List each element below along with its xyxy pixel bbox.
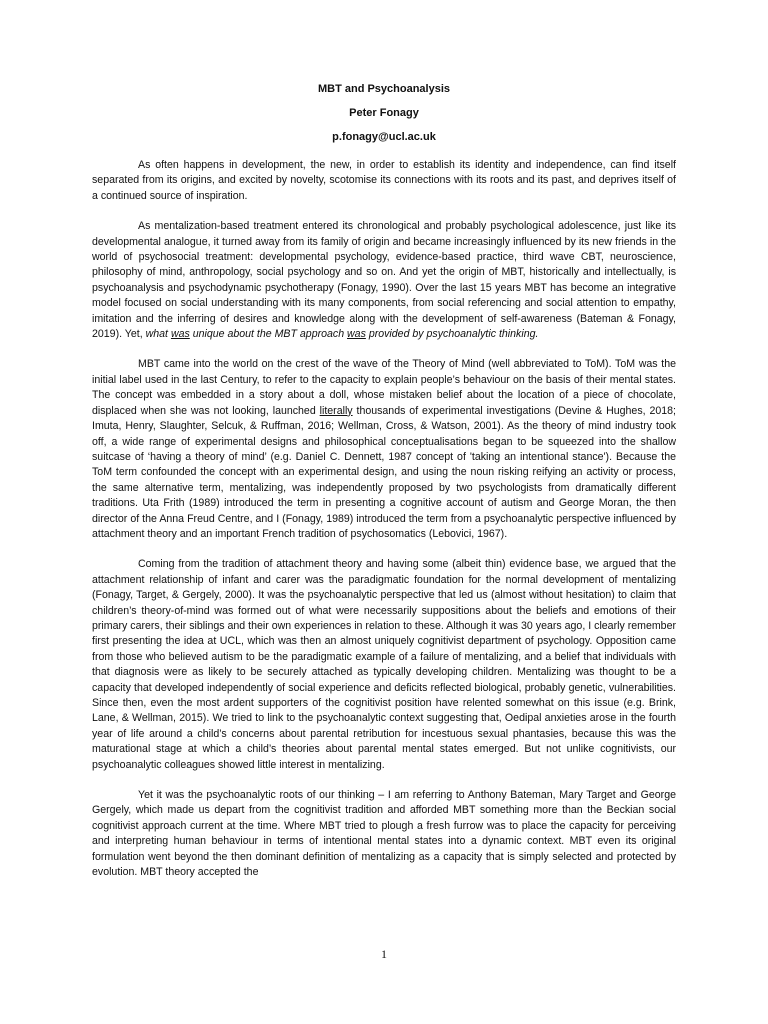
paragraph-2-italic-underlined-2: was [347,328,366,341]
paragraph-2-text: As mentalization-based treatment entered its chronological and probably psychological adolescence, just like its developmental analogue, it turned away from its family of origin and became increasingly influenced by its new friends in the world of psychosocial treatment: developmental psychology, evidence-based practice, third wave CBT, neuroscience, philosophy of mind, anthropology, social psychology and so on. And yet the origin of MBT, historically and intellectually, is psychoanalysis and psychodynamic psychotherapy (Fonagy, 1990). Over the last 15 years MBT has become an integrative model focused on social understanding with its many components, from social referencing and social attention to empathy, imitation and the inferring of desires and knowledge along with the development of self-awareness (Bateman & Fonagy, 2019). Yet, [92,220,676,341]
paragraph-2-italic-1: what [145,328,171,341]
author-email: p.fonagy@ucl.ac.uk [332,131,436,143]
paragraph-5-text: Yet it was the psychoanalytic roots of our thinking – I am referring to Anthony Bateman, Mary Target and George Gergely, which made us depart from the cognitivist tradition and afforded MBT something more than the Beckian social cognitivist approach current at the time. Where MBT tried to plough a fresh furrow was to place the capacity for perceiving and interpreting human behaviour in terms of intentional mental states into a dynamic context. MBT even its original formulation went beyond the then dominant definition of mentalizing as a capacity that is simply selected and protected by evolution. MBT theory accepted the [92,789,676,879]
paragraph-2 [92,219,676,342]
paragraph-2-italic-2: unique about the MBT approach [189,328,348,341]
paragraph-4-text: Coming from the tradition of attachment theory and having some (albeit thin) evidence base, we argued that the attachment relationship of infant and carer was the paradigmatic foundation for the normal development of mentalizing (Fonagy, Target, & Gergely, 2000). It was the psychoanalytic perspective that led us (almost without hesitation) to claim that children’s theory-of-mind was formed out of what were necessarily suppositions about the beliefs and emotions of their primary carers, their siblings and their own experiences in relation to these. Although it was 30 years ago, I clearly remember first presenting the idea at UCL, which was then an almost uniquely cognitivist department of psychology. Opposition came from those who believed autism to be the paradigmatic example of a failure of mentalizing, and a belief that individuals with that diagnosis were as likely to be securely attached as typically developing children. Mentalizing was thought to be a capacity that developed independently of social experience and deficits reflected biological, probably genetic, vulnerabilities. Since then, even the most ardent supporters of the cognitivist position have relented somewhat on this issue (e.g. Brink, Lane, & Wellman, 2015). We tried to link to the psychoanalytic context suggesting that, Oedipal anxieties arose in the fourth year of life around a child’s concerns about parental retribution for incestuous sexual phantasies, because this was the maturational stage at which a child’s theories about parental mental states emerged. But not unlike cognitivists, our psychoanalytic colleagues showed little interest in mentalizing. [92,558,676,771]
paragraph-2-italic-underlined-1: was [170,328,190,341]
paragraph-1-text: As often happens in development, the new, in order to establish its identity and independence, can find itself separated from its origins, and excited by novelty, scotomise its connections with its roots and its past, and deprives itself of a continued source of inspiration. [92,159,676,202]
page-number: 1 [381,947,387,961]
paragraph-3 [92,357,676,542]
author-name: Peter Fonagy [349,107,419,119]
paragraph-3-underlined: literally [319,404,353,417]
document-title: MBT and Psychoanalysis [317,83,451,95]
document-page [92,82,676,895]
paragraph-2-italic-3: provided by psychoanalytic thinking. [365,328,539,341]
paragraph-3-text-a: MBT came into the world on the crest of the wave of the Theory of Mind (well abbreviated to ToM). ToM was the initial label used in the last Century, to refer to the capacity to explain people’s behaviour on the basis of their mental states. The concept was embedded in a story about a doll, whose mistaken belief about the location of a piece of chocolate, displaced when she was not looking, launched [92,358,676,417]
paragraph-5 [92,788,676,880]
paragraph-3-text-b: thousands of experimental investigations (Devine & Hughes, 2018; Imuta, Henry, Slaughter, Selcuk, & Ruffman, 2016; Wellman, Cross, & Watson, 2001). As the theory of mind industry took off, a wide range of experimental designs and philosophical conceptualisations began to be squeezed into the shallow suitcase of ‘having a theory of mind’ (e.g. Daniel C. Dennett, 1987 concept of 'taking an intentional stance'). Because the ToM term confounded the concept with an experimental design, and using the noun risking reifying an activity or process, the same alternative term, mentalizing, was independently proposed by two psychologists from dramatically different traditions. Uta Frith (1989) introduced the term in presenting a cognitive account of autism and George Moran, the then director of the Anna Freud Centre, and I (Fonagy, 1989) introduced the term from a psychoanalytic perspective influenced by attachment theory and an important French tradition of psychosomatics (Lebovici, 1967). [92,404,676,540]
paragraph-4 [92,557,676,773]
paragraph-1 [92,158,676,204]
